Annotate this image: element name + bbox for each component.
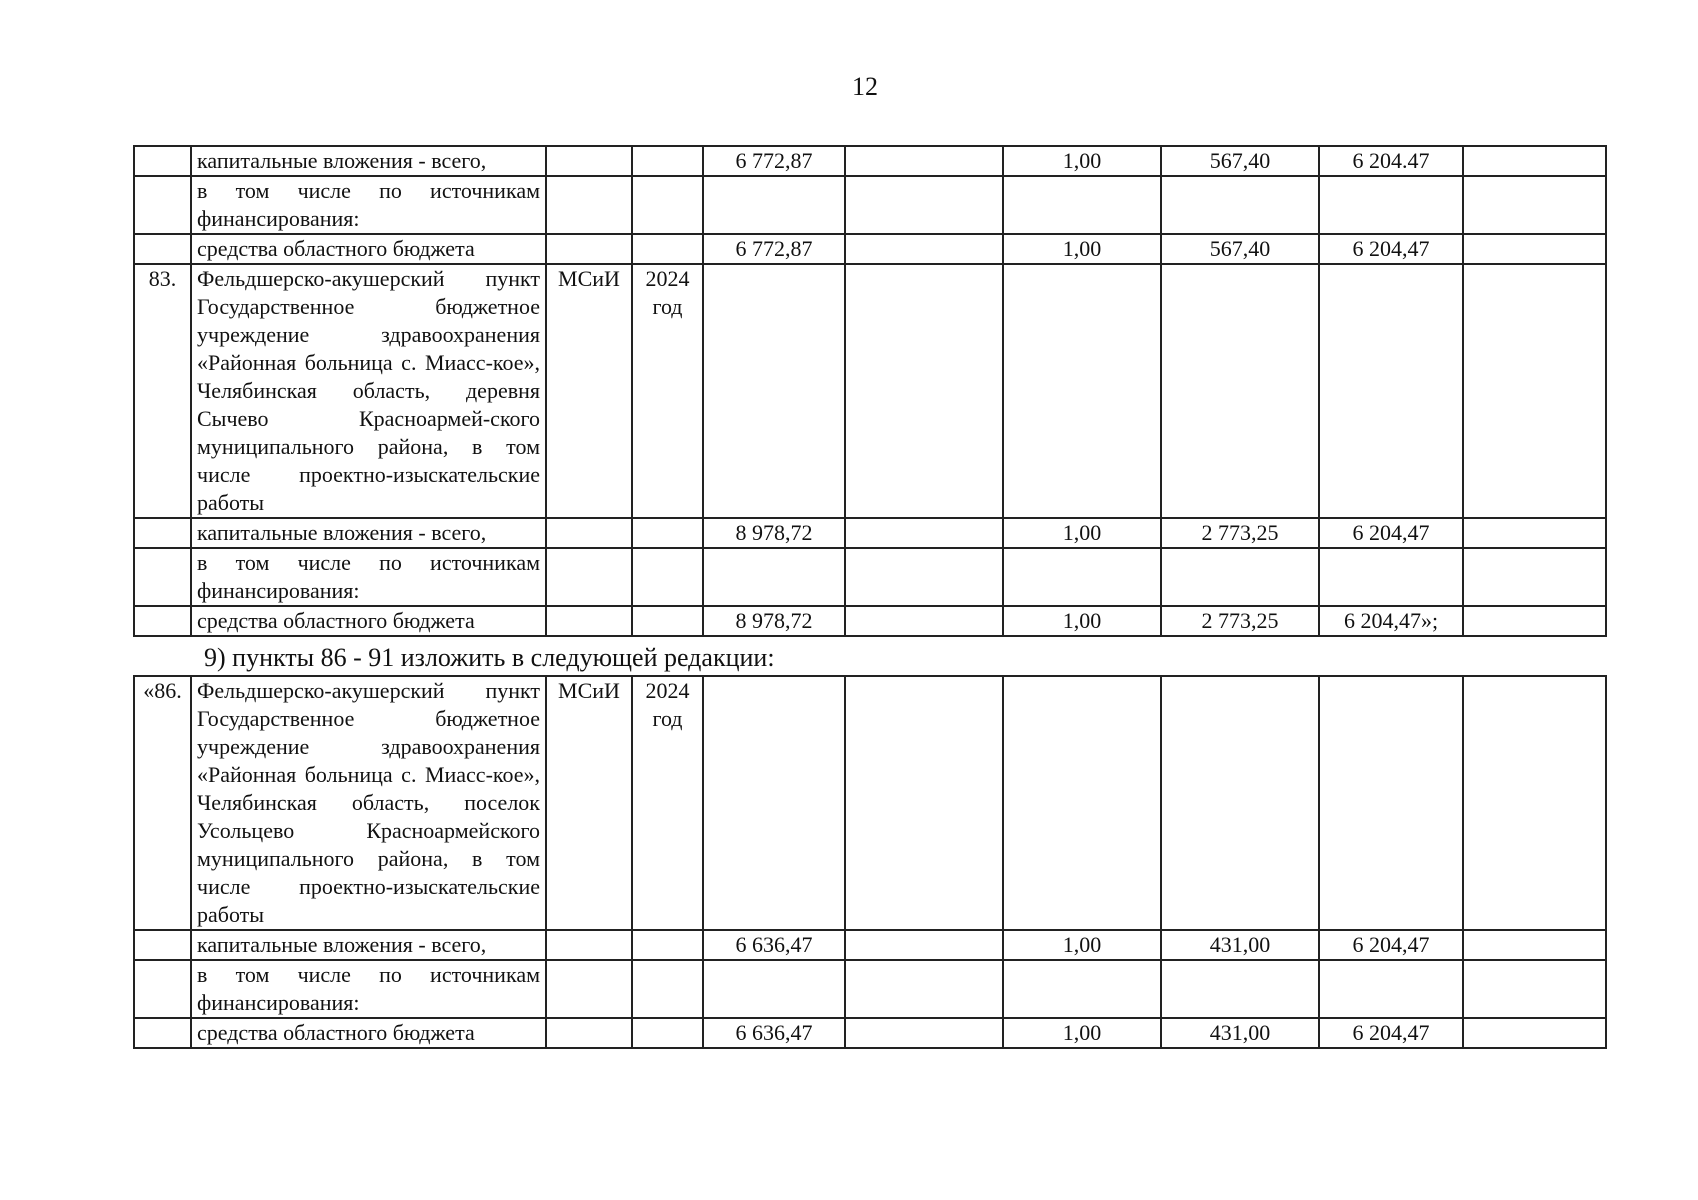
amount-col-7: 431,00 (1161, 1018, 1319, 1048)
amount-col-5 (845, 676, 1003, 930)
item-number (134, 176, 191, 234)
table-row (134, 518, 1606, 548)
total-amount (703, 264, 845, 518)
amount-col-5 (845, 234, 1003, 264)
item-description: средства областного бюджета (191, 1018, 546, 1048)
item-number (134, 234, 191, 264)
item-number (134, 930, 191, 960)
amount-col-7: 431,00 (1161, 930, 1319, 960)
year: 2024 год (632, 264, 703, 518)
amount-col-8 (1319, 960, 1463, 1018)
total-amount (703, 676, 845, 930)
responsible-unit (546, 1018, 632, 1048)
amendment-note: 9) пункты 86 - 91 изложить в следующей редакции: (204, 643, 775, 672)
amount-col-5 (845, 518, 1003, 548)
year (632, 1018, 703, 1048)
amount-col-6: 1,00 (1003, 606, 1161, 636)
amount-col-6 (1003, 676, 1161, 930)
item-description: в том числе по источникам финансирования: (191, 548, 546, 606)
item-description: Фельдшерско-акушерский пункт Государственное бюджетное учреждение здравоохранения «Районная больница с. Миасс-кое», Челябинская область, поселок Усольцево Красноармейского муниципального района, в том числе проектно-изыскательские работы (191, 676, 546, 930)
total-amount (703, 176, 845, 234)
amount-col-9 (1463, 264, 1606, 518)
amount-col-6: 1,00 (1003, 518, 1161, 548)
total-amount: 6 772,87 (703, 234, 845, 264)
year (632, 234, 703, 264)
amount-col-5 (845, 606, 1003, 636)
amount-col-7 (1161, 960, 1319, 1018)
total-amount (703, 960, 845, 1018)
year (632, 518, 703, 548)
table-row (134, 606, 1606, 636)
item-number (134, 548, 191, 606)
amount-col-9 (1463, 548, 1606, 606)
item-number (134, 146, 191, 176)
amount-col-6 (1003, 548, 1161, 606)
page-number: 12 (852, 72, 878, 101)
total-amount (703, 548, 845, 606)
amount-col-5 (845, 176, 1003, 234)
table-row (134, 234, 1606, 264)
amount-col-9 (1463, 606, 1606, 636)
amount-col-9 (1463, 176, 1606, 234)
item-description: капитальные вложения - всего, (191, 930, 546, 960)
table-row (134, 176, 1606, 234)
responsible-unit (546, 548, 632, 606)
table-row (134, 676, 1606, 930)
amount-col-7: 567,40 (1161, 234, 1319, 264)
amount-col-9 (1463, 146, 1606, 176)
year (632, 176, 703, 234)
amount-col-7 (1161, 176, 1319, 234)
responsible-unit: МСиИ (546, 676, 632, 930)
amount-col-9 (1463, 234, 1606, 264)
amount-col-6 (1003, 264, 1161, 518)
item-description: капитальные вложения - всего, (191, 146, 546, 176)
item-number (134, 1018, 191, 1048)
responsible-unit (546, 146, 632, 176)
amount-col-8: 6 204,47 (1319, 1018, 1463, 1048)
amount-col-5 (845, 548, 1003, 606)
amount-col-7 (1161, 676, 1319, 930)
table-row (134, 548, 1606, 606)
amount-col-8: 6 204,47»; (1319, 606, 1463, 636)
amount-col-9 (1463, 960, 1606, 1018)
amount-col-6 (1003, 176, 1161, 234)
amount-col-9 (1463, 930, 1606, 960)
amount-col-6: 1,00 (1003, 146, 1161, 176)
item-number: «86. (134, 676, 191, 930)
amount-col-9 (1463, 1018, 1606, 1048)
item-description: средства областного бюджета (191, 234, 546, 264)
item-description: Фельдшерско-акушерский пункт Государственное бюджетное учреждение здравоохранения «Районная больница с. Миасс-кое», Челябинская область, деревня Сычево Красноармей-ского муниципального района, в том числе проектно-изыскательские работы (191, 264, 546, 518)
amount-col-7 (1161, 548, 1319, 606)
amount-col-8 (1319, 548, 1463, 606)
item-description: капитальные вложения - всего, (191, 518, 546, 548)
total-amount: 6 636,47 (703, 930, 845, 960)
amount-col-7: 567,40 (1161, 146, 1319, 176)
table-row (134, 1018, 1606, 1048)
responsible-unit (546, 606, 632, 636)
amount-col-7 (1161, 264, 1319, 518)
total-amount: 6 772,87 (703, 146, 845, 176)
amount-col-5 (845, 146, 1003, 176)
responsible-unit (546, 176, 632, 234)
item-number: 83. (134, 264, 191, 518)
amount-col-8: 6 204.47 (1319, 146, 1463, 176)
year (632, 146, 703, 176)
amount-col-9 (1463, 676, 1606, 930)
budget-table-2 (133, 675, 1607, 1049)
responsible-unit (546, 930, 632, 960)
year (632, 548, 703, 606)
amount-col-5 (845, 264, 1003, 518)
amount-col-7: 2 773,25 (1161, 606, 1319, 636)
responsible-unit (546, 518, 632, 548)
item-description: в том числе по источникам финансирования: (191, 176, 546, 234)
table-row (134, 960, 1606, 1018)
responsible-unit (546, 234, 632, 264)
budget-table-1 (133, 145, 1607, 637)
amount-col-8 (1319, 676, 1463, 930)
amount-col-5 (845, 960, 1003, 1018)
amount-col-7: 2 773,25 (1161, 518, 1319, 548)
item-description: в том числе по источникам финансирования: (191, 960, 546, 1018)
responsible-unit (546, 960, 632, 1018)
total-amount: 8 978,72 (703, 518, 845, 548)
item-description: средства областного бюджета (191, 606, 546, 636)
amount-col-6: 1,00 (1003, 1018, 1161, 1048)
table-row (134, 146, 1606, 176)
year (632, 960, 703, 1018)
amount-col-8 (1319, 264, 1463, 518)
total-amount: 6 636,47 (703, 1018, 845, 1048)
amount-col-6: 1,00 (1003, 930, 1161, 960)
year: 2024 год (632, 676, 703, 930)
item-number (134, 518, 191, 548)
table-row (134, 264, 1606, 518)
total-amount: 8 978,72 (703, 606, 845, 636)
amount-col-5 (845, 930, 1003, 960)
amount-col-6: 1,00 (1003, 234, 1161, 264)
amount-col-8 (1319, 176, 1463, 234)
amount-col-6 (1003, 960, 1161, 1018)
responsible-unit: МСиИ (546, 264, 632, 518)
item-number (134, 960, 191, 1018)
amount-col-9 (1463, 518, 1606, 548)
amount-col-8: 6 204,47 (1319, 234, 1463, 264)
amount-col-5 (845, 1018, 1003, 1048)
amount-col-8: 6 204,47 (1319, 518, 1463, 548)
item-number (134, 606, 191, 636)
year (632, 930, 703, 960)
amount-col-8: 6 204,47 (1319, 930, 1463, 960)
year (632, 606, 703, 636)
table-row (134, 930, 1606, 960)
